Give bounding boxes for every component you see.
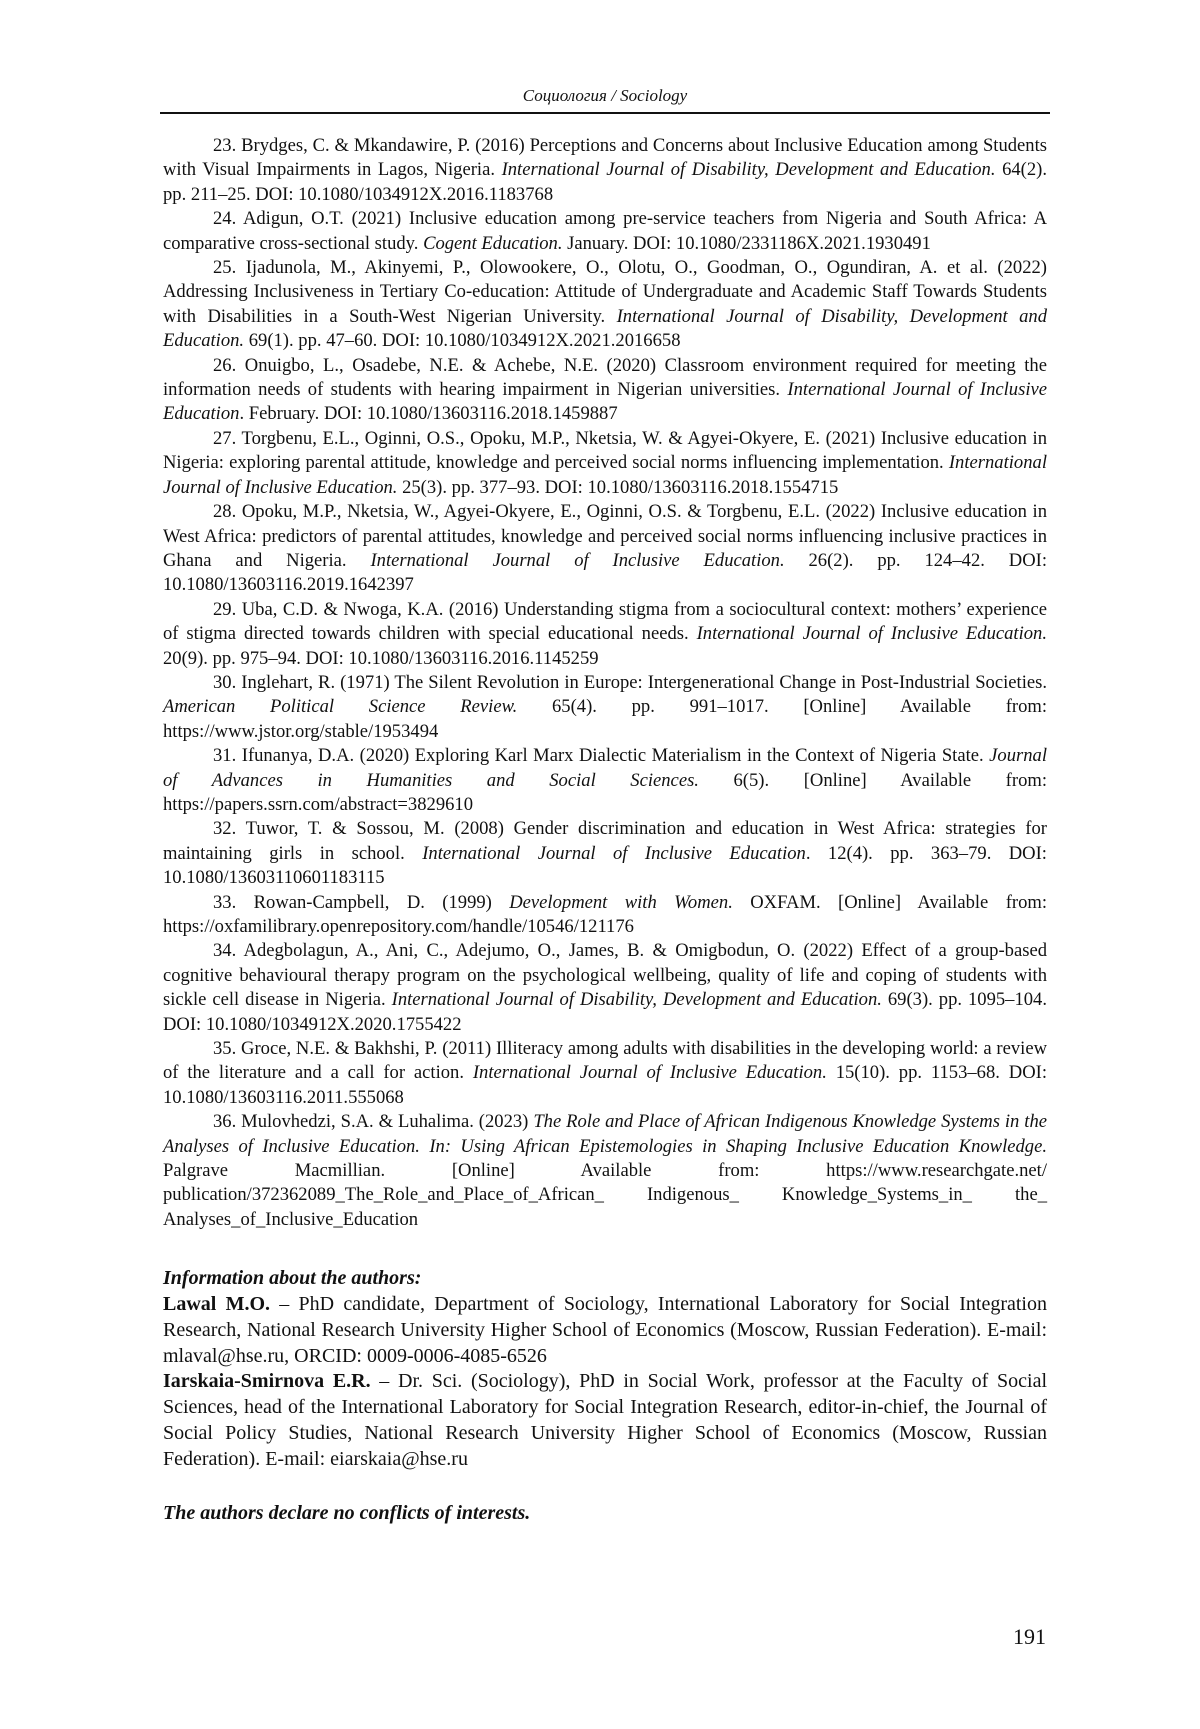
author-details: – Dr. Sci. (Sociology), PhD in Social Work, professor at the Faculty of Social Sciences, head of the International Laboratory for Social Integration Research, editor-in-chief, the Journal of Social Policy Studies, National Research University Higher School of Economics (Moscow, Russian Federation). E-mail: eiarskaia@hse.ru [163, 1370, 1048, 1470]
reference-item: 25. Ijadunola, M., Akinyemi, P., Olowookere, O., Olotu, O., Goodman, O., Ogundiran, A. et al. (2022) Addressing Inclusiveness in Tertiary Co-education: Attitude of Undergraduate and Academic Staff Towards Students with Disabilities in a South-West Nigerian University. International Journal of Disability, Development and Education. 69(1). pp. 47–60. DOI: 10.1080/1034912X.2021.2016658 [163, 257, 1047, 352]
reference-item: 33. Rowan-Campbell, D. (1999) Development with Women. OXFAM. [Online] Available from: https://oxfamilibrary.openrepository.com/handle/10546/121176 [163, 891, 1047, 937]
authors-heading: Information about the authors: [163, 1267, 422, 1290]
reference-item: 36. Mulovhedzi, S.A. & Luhalima. (2023) The Role and Place of African Indigenous Knowledge Systems in the Analyses of Inclusive Education. In: Using African Epistemologies in Shaping Inclusive Education Knowledge. Palgrave Macmillian. [Online] Available from: https://www.researchgate.net/ publication/372362089_The_Role_and_Place_of_African_ Indigenous_ Knowledge_Systems_in_ the_ Analyses_of_Inclusive_Education [163, 1111, 1047, 1230]
author-entry [163, 1292, 1047, 1369]
author-name: Iarskaia-Smirnova E.R. [163, 1370, 371, 1393]
reference-item: 34. Adegbolagun, A., Ani, C., Adejumo, O., James, B. & Omigbodun, O. (2022) Effect of a group-based cognitive behavioural therapy program on the psychological wellbeing, quality of life and coping of students with sickle cell disease in Nigeria. International Journal of Disability, Development and Education. 69(3). pp. 1095–104. DOI: 10.1080/1034912X.2020.1755422 [163, 940, 1048, 1035]
running-title: Социология / Sociology [160, 86, 1050, 114]
reference-item: 29. Uba, C.D. & Nwoga, K.A. (2016) Understanding stigma from a sociocultural context: mothers’ experience of stigma directed towards children with special educational needs. International Journal of Inclusive Education. 20(9). pp. 975–94. DOI: 10.1080/13603116.2016.1145259 [163, 598, 1047, 669]
reference-item: 27. Torgbenu, E.L., Oginni, O.S., Opoku, M.P., Nketsia, W. & Agyei-Okyere, E. (2021) Inclusive education in Nigeria: exploring parental attitude, knowledge and perceived social norms influencing implementation. International Journal of Inclusive Education. 25(3). pp. 377–93. DOI: 10.1080/13603116.2018.1554715 [163, 427, 1047, 498]
page-content [163, 134, 1047, 1526]
reference-item: 28. Opoku, M.P., Nketsia, W., Agyei-Okyere, E., Oginni, O.S. & Torgbenu, E.L. (2022) Inclusive education in West Africa: predictors of parental attitudes, knowledge and perceived social norms influencing inclusive practices in Ghana and Nigeria. International Journal of Inclusive Education. 26(2). pp. 124–42. DOI: 10.1080/13603116.2019.1642397 [163, 501, 1047, 596]
authors-section [163, 1266, 1047, 1526]
reference-list [163, 134, 1047, 1232]
reference-item: 24. Adigun, O.T. (2021) Inclusive education among pre-service teachers from Nigeria and South Africa: A comparative cross-sectional study. Cogent Education. January. DOI: 10.1080/2331186X.2021.1930491 [163, 208, 1047, 254]
author-entry [163, 1369, 1047, 1472]
reference-item: 35. Groce, N.E. & Bakhshi, P. (2011) Illiteracy among adults with disabilities in the developing world: a review of the literature and a call for action. International Journal of Inclusive Education. 15(10). pp. 1153–68. DOI: 10.1080/13603116.2011.555068 [163, 1038, 1047, 1108]
author-details: – PhD candidate, Department of Sociology, International Laboratory for Social Integration Research, National Research University Higher School of Economics (Moscow, Russian Federation). E-mail: mlaval@hse.ru, ORCID: 0009-0006-4085-6526 [163, 1293, 1047, 1367]
page-number: 191 [1013, 1624, 1046, 1649]
reference-item: 32. Tuwor, T. & Sossou, M. (2008) Gender discrimination and education in West Africa: strategies for maintaining girls in school. International Journal of Inclusive Education. 12(4). pp. 363–79. DOI: 10.1080/13603110601183115 [163, 818, 1047, 889]
reference-item: 26. Onuigbo, L., Osadebe, N.E. & Achebe, N.E. (2020) Classroom environment required for meeting the information needs of students with hearing impairment in Nigerian universities. International Journal of Inclusive Education. February. DOI: 10.1080/13603116.2018.1459887 [163, 354, 1047, 425]
conflicts-statement: The authors declare no conflicts of interests. [163, 1501, 531, 1524]
reference-item: 30. Inglehart, R. (1971) The Silent Revolution in Europe: Intergenerational Change in Post-Industrial Societies. American Political Science Review. 65(4). pp. 991–1017. [Online] Available from: https://www.jstor.org/stable/1953494 [163, 671, 1047, 742]
reference-item: 31. Ifunanya, D.A. (2020) Exploring Karl Marx Dialectic Materialism in the Context of Nigeria State. Journal of Advances in Humanities and Social Sciences. 6(5). [Online] Available from: https://papers.ssrn.com/abstract=3829610 [163, 745, 1047, 815]
author-name: Lawal M.O. [163, 1293, 271, 1316]
reference-item: 23. Brydges, C. & Mkandawire, P. (2016) Perceptions and Concerns about Inclusive Education among Students with Visual Impairments in Lagos, Nigeria. International Journal of Disability, Development and Education. 64(2). pp. 211–25. DOI: 10.1080/1034912X.2016.1183768 [163, 135, 1047, 205]
